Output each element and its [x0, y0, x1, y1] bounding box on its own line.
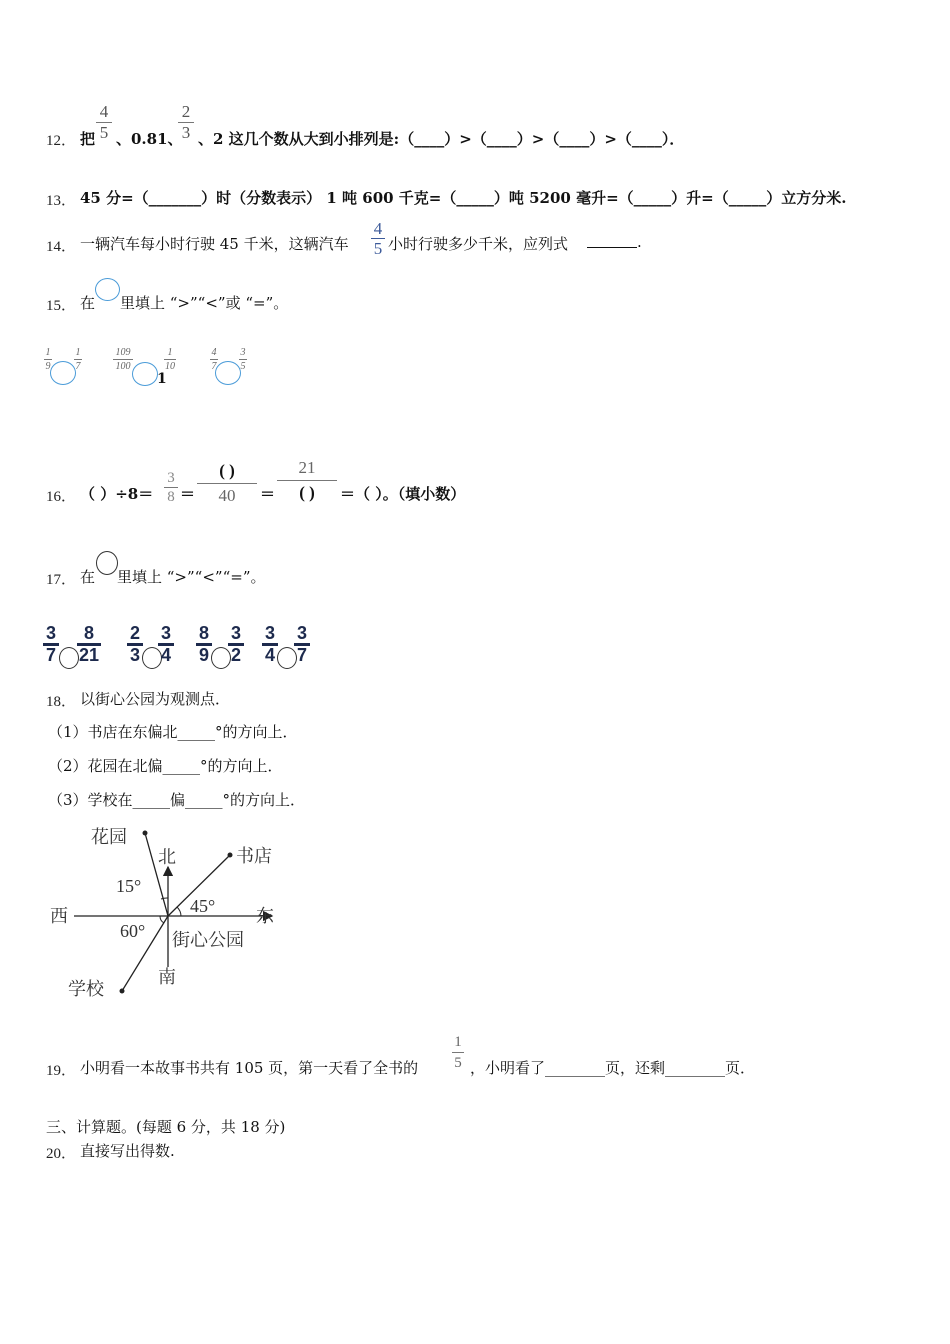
q15-prefix: 在 [80, 294, 96, 312]
q13-number: 13． [46, 193, 77, 209]
q12-middle: 、0.81、 [116, 130, 183, 148]
label-angle-60: 60° [120, 921, 146, 941]
frac-numerator: 3 [296, 623, 307, 643]
q19-suffix: ，小明看了________页，还剩________页． [470, 1059, 756, 1077]
label-south: 南 [158, 967, 176, 988]
frac-numerator: 4 [211, 347, 217, 358]
frac-numerator: 2 [181, 102, 191, 121]
frac-numerator: 1 [75, 347, 81, 358]
label-bookstore: 书店 [236, 846, 272, 867]
frac-denominator: 3 [178, 122, 194, 143]
q16-fraction-21-blank [277, 456, 337, 505]
frac-denominator: 10 [165, 361, 175, 372]
q16-fraction-3-8 [164, 469, 178, 506]
frac-numerator: 3 [45, 623, 56, 643]
frac-denominator: 8 [164, 487, 178, 506]
q14-fraction-4-5 [371, 219, 385, 258]
frac-denominator: 7 [294, 643, 310, 665]
frac-numerator: 21 [298, 458, 316, 477]
frac-numerator: 3 [167, 470, 175, 486]
circle-icon [96, 551, 118, 575]
label-center-park: 街心公园 [172, 930, 244, 951]
garden-ray [145, 833, 168, 916]
frac-denominator: 7 [211, 361, 217, 372]
q14-prefix: 一辆汽车每小时行驶 45 千米，这辆汽车 [80, 235, 349, 253]
frac-numerator: 3 [264, 623, 275, 643]
q19-fraction-1-5 [452, 1032, 464, 1073]
q12-prefix: 把 [80, 130, 96, 148]
q17-number: 17． [46, 572, 77, 588]
q17-pair1-left-fraction [43, 624, 59, 665]
q17-suffix: 里填上 “>”“<”“=”。 [117, 568, 266, 586]
frac-numerator: 109 [115, 347, 131, 358]
q17-pair4-left-fraction [262, 624, 278, 665]
q19-number: 19． [46, 1063, 77, 1079]
q17-prefix: 在 [80, 568, 96, 586]
label-garden: 花园 [91, 827, 127, 848]
q20-number: 20． [46, 1146, 77, 1162]
frac-numerator: 1 [167, 347, 173, 358]
q17-pair1-right-fraction [77, 624, 101, 665]
q17-pair3-right-fraction [228, 624, 244, 665]
label-east: 东 [256, 906, 274, 927]
frac-denominator: 9 [45, 361, 51, 372]
q15-item2-right-fraction [164, 346, 176, 373]
q15-item3-compare-circle[interactable] [215, 361, 241, 385]
frac-denominator: 5 [96, 122, 112, 143]
q12-number: 12． [46, 133, 77, 149]
q17-pair2-right-fraction [158, 624, 174, 665]
frac-numerator-blank[interactable]: ( ) [219, 461, 235, 480]
label-west: 西 [50, 906, 68, 927]
q19-prefix: 小明看一本故事书共有 105 页，第一天看了全书的 [80, 1059, 419, 1077]
angle-arc-bookstore [177, 907, 181, 916]
frac-numerator: 3 [240, 347, 246, 358]
q16-number: 16． [46, 489, 77, 505]
circle-icon [95, 278, 120, 301]
q15-item2-compare-circle[interactable] [132, 362, 158, 386]
q17-pair1-compare-circle[interactable] [59, 647, 79, 669]
frac-numerator: 4 [99, 102, 109, 121]
q14-end: . [637, 233, 642, 251]
frac-denominator: 7 [43, 643, 59, 665]
q14-answer-blank[interactable] [587, 233, 637, 248]
q15-item1-compare-circle[interactable] [50, 361, 76, 385]
direction-diagram [40, 815, 330, 1005]
frac-denominator: 5 [240, 361, 246, 372]
frac-numerator: 8 [198, 623, 209, 643]
frac-numerator: 3 [160, 623, 171, 643]
q15-item1-right-fraction [74, 346, 82, 373]
q15-item2-extra-one: 1 [157, 371, 167, 387]
q15-number: 15． [46, 298, 77, 314]
frac-denominator: 40 [197, 483, 257, 508]
q18-sub1: （1）书店在东偏北_____°的方向上． [48, 723, 298, 741]
frac-denominator: 3 [127, 643, 143, 665]
q14-number: 14． [46, 239, 77, 255]
q12-fraction-2-3 [178, 102, 194, 143]
label-north: 北 [158, 847, 176, 868]
frac-denominator: 9 [196, 643, 212, 665]
garden-point [143, 831, 148, 836]
frac-numerator: 8 [83, 623, 94, 643]
q15-item3-right-fraction [239, 346, 247, 373]
frac-denominator: 21 [78, 645, 100, 665]
frac-numerator: 4 [373, 219, 383, 238]
frac-denominator: 2 [228, 643, 244, 665]
label-school: 学校 [68, 979, 104, 1000]
q17-pair3-left-fraction [196, 624, 212, 665]
bookstore-point [228, 853, 233, 858]
q16-equals-1: ＝ [180, 485, 196, 503]
frac-numerator: 2 [129, 623, 140, 643]
school-point [120, 989, 125, 994]
q13-text: 45 分=（_______）时（分数表示） 1 吨 600 千克=（_____）吨 5200 毫升=（_____）升=（_____）立方分米. [80, 189, 847, 207]
q18-number: 18． [46, 694, 77, 710]
q12-fraction-4-5 [96, 102, 112, 143]
section-3-heading: 三、计算题。(每题 6 分，共 18 分) [46, 1118, 286, 1136]
q18-sub3: （3）学校在_____偏_____°的方向上． [48, 791, 306, 809]
frac-denominator-blank[interactable]: ( ) [277, 480, 337, 505]
frac-numerator: 3 [230, 623, 241, 643]
q14-suffix: 小时行驶多少千米，应列式 [388, 235, 569, 253]
q17-pair4-right-fraction [294, 624, 310, 665]
angle-arc-school [160, 916, 164, 923]
q18-title: 以街心公园为观测点． [80, 690, 231, 708]
q12-suffix: 、2 这几个数从大到小排列是:（____）>（____）>（____）>（____）． [198, 130, 685, 148]
label-angle-45: 45° [190, 896, 216, 916]
frac-denominator: 4 [158, 643, 174, 665]
q16-suffix: ＝（ ）。（填小数） [340, 485, 466, 503]
frac-denominator: 4 [262, 643, 278, 665]
frac-denominator: 5 [371, 238, 385, 258]
frac-denominator: 5 [452, 1052, 464, 1073]
q16-fraction-blank-40 [197, 459, 257, 508]
q15-suffix: 里填上 “>”“<”或 “=”。 [120, 294, 289, 312]
label-angle-15: 15° [116, 876, 142, 896]
angle-arc-garden [161, 898, 168, 899]
frac-denominator: 7 [75, 361, 81, 372]
q18-sub2: （2）花园在北偏_____°的方向上． [48, 757, 283, 775]
q16-equals-2: ＝ [260, 485, 276, 503]
frac-numerator: 1 [454, 1034, 462, 1050]
q20-text: 直接写出得数. [80, 1142, 175, 1160]
frac-denominator: 100 [113, 359, 133, 373]
q16-prefix: （ ）÷8＝ [80, 485, 154, 503]
q15-item2-left-fraction [113, 346, 133, 373]
q17-pair2-left-fraction [127, 624, 143, 665]
frac-numerator: 1 [45, 347, 51, 358]
